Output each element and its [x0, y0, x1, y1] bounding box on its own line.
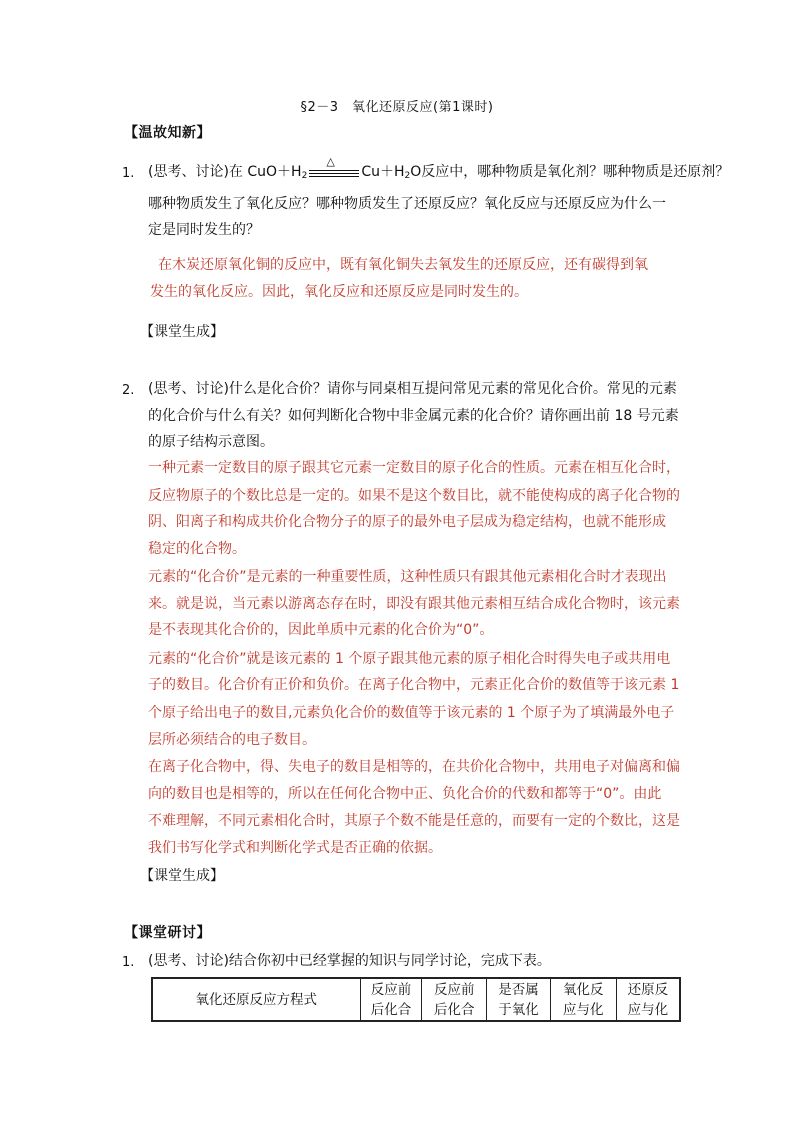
answer-2-line-6: 来。就是说，当元素以游离态存在时，即没有跟其他元素相互结合成化合物时，该元素 — [148, 596, 680, 612]
answer-2-line-1: 一种元素一定数目的原子跟其它元素一定数目的原子化合的性质。元素在相互化合时， — [148, 460, 680, 476]
table-header-reduction — [616, 978, 680, 1021]
q1-text-post: O反应中，哪种物质是氧化剂？哪种物质是还原剂？ — [410, 164, 730, 180]
header-line-1: 氧化反 — [563, 982, 604, 998]
header-line-2: 后化合 — [370, 1002, 412, 1018]
header-line-1: 反应前 — [370, 982, 412, 998]
heating-equals-sign — [307, 155, 361, 182]
answer-2-line-2: 反应物原子的个数比总是一定的。如果不是这个数目比，就不能使构成的离子化合物的 — [148, 488, 680, 504]
table-header-before-after-1 — [360, 978, 422, 1021]
header-line-1: 是否属 — [498, 982, 539, 998]
answer-1-line-2: 发生的氧化反应。因此，氧化反应和还原反应是同时发生的。 — [150, 284, 528, 300]
table-header-is-redox — [487, 978, 551, 1021]
answer-2-line-12: 在离子化合物中，得、失电子的数目是相等的，在共价化合物中，共用电子对偏离和偏 — [148, 759, 680, 775]
answer-2-line-10: 个原子给出电子的数目,元素负化合价的数值等于该元素的 1 个原子为了填满最外电子 — [148, 705, 675, 721]
question-2-line-2: 的化合价与什么有关？如何判断化合物中非金属元素的化合价？请你画出前 18 号元素 — [148, 408, 679, 424]
table-header-before-after-2 — [422, 978, 487, 1021]
table-header-oxidation — [550, 978, 616, 1021]
header-line-2: 后化合 — [434, 1002, 475, 1018]
question-1-line-3: 定是同时发生的？ — [148, 222, 260, 238]
page-title: §2－3 氧化还原反应(第1课时) — [300, 100, 494, 115]
answer-2-line-8: 元素的“化合价”就是该元素的 1 个原子跟其他元素的原子相化合时得失电子或共用电 — [148, 651, 671, 667]
answer-2-line-9: 子的数目。化合价有正价和负价。在离子化合物中，元素正化合价的数值等于该元素 1 — [148, 677, 680, 693]
answer-2-line-11: 层所必须结合的电子数目。 — [148, 732, 316, 748]
question-number-2: 2. — [122, 383, 135, 398]
delta-symbol: △ — [326, 155, 335, 168]
section-heading-review: 【温故知新】 — [124, 125, 211, 141]
class-generation-heading-1: 【课堂生成】 — [140, 324, 224, 340]
question-3-text: (思考、讨论)结合你初中已经掌握的知识与同学讨论，完成下表。 — [148, 953, 551, 969]
question-1-line-2: 哪种物质发生了氧化反应？哪种物质发生了还原反应？氧化反应与还原反应为什么一 — [148, 196, 666, 212]
answer-1-line-1: 在木炭还原氧化铜的反应中，既有氧化铜失去氧发生的还原反应，还有碳得到氧 — [158, 257, 648, 273]
question-2-line-1: (思考、讨论)什么是化合价？请你与同桌相互提问常见元素的常见化合价。常见的元素 — [148, 381, 677, 397]
question-number-3: 1. — [122, 955, 135, 970]
q1-text-pre: (思考、讨论)在 CuO＋H — [148, 164, 302, 180]
class-generation-heading-2: 【课堂生成】 — [140, 868, 224, 884]
question-1-line-1 — [148, 155, 730, 186]
answer-2-line-15: 我们书写化学式和判断化学式是否正确的依据。 — [148, 840, 442, 856]
table-header-equation — [152, 978, 360, 1021]
header-line-2: 应与化 — [627, 1002, 669, 1018]
h2o-subscript: 2 — [404, 171, 411, 181]
question-2-line-3: 的原子结构示意图。 — [148, 434, 274, 450]
answer-2-line-7: 是不表现其化合价的，因此单质中元素的化合价为“0”。 — [148, 622, 494, 638]
answer-2-line-3: 阴、阳离子和构成共价化合物分子的原子的最外电子层成为稳定结构，也就不能形成 — [148, 514, 666, 530]
q1-text-mid: Cu＋H — [361, 164, 405, 180]
question-number-1: 1. — [122, 166, 135, 181]
header-line-1: 还原反 — [627, 982, 669, 998]
header-equation-label: 氧化还原反应方程式 — [195, 991, 318, 1008]
header-line-2: 应与化 — [563, 1002, 604, 1018]
table-header-row — [152, 978, 680, 1021]
answer-2-line-14: 不难理解，不同元素相化合时，其原子个数不能是任意的，而要有一定的个数比，这是 — [148, 813, 680, 829]
section-heading-class-discussion: 【课堂研讨】 — [124, 925, 211, 941]
h2-subscript: 2 — [301, 171, 308, 181]
header-line-2: 于氧化 — [498, 1002, 539, 1018]
header-line-1: 反应前 — [434, 982, 475, 998]
answer-2-line-4: 稳定的化合物。 — [148, 541, 246, 557]
answer-2-line-5: 元素的“化合价”是元素的一种重要性质，这种性质只有跟其他元素相化合时才表现出 — [148, 569, 667, 585]
answer-2-line-13: 向的数目也是相等的，所以在任何化合物中正、负化合价的代数和都等于“0”。由此 — [148, 786, 662, 802]
redox-table — [151, 977, 681, 1022]
